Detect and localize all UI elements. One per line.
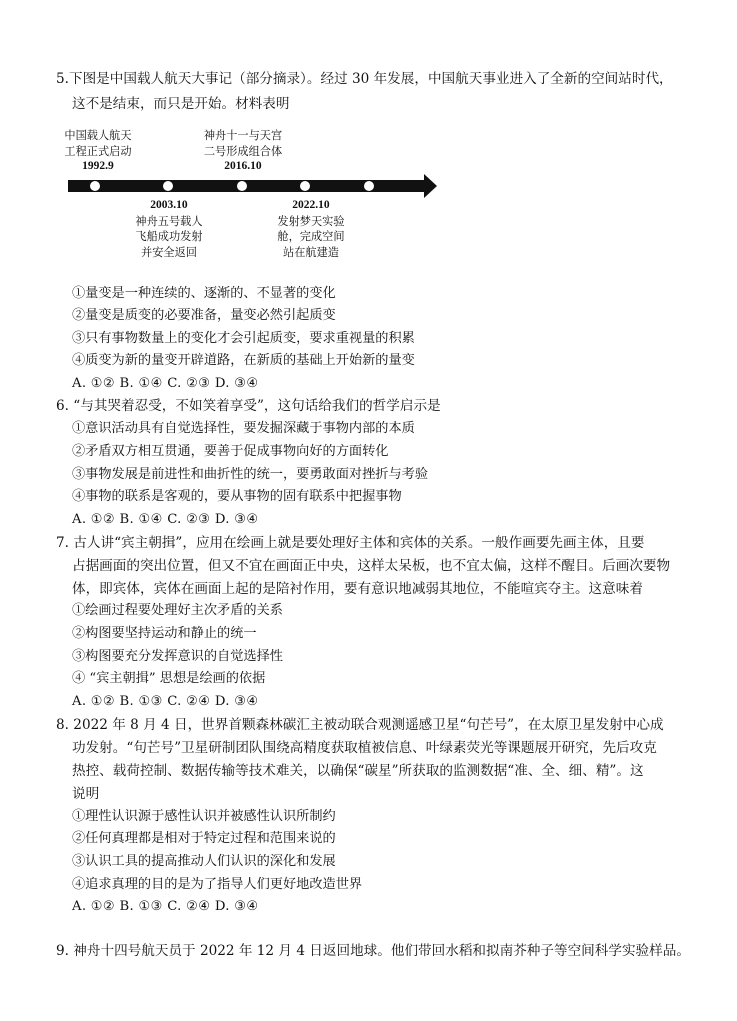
q8-option-2: ②任何真理都是相对于特定过程和范围来说的 [72,831,336,846]
q5-timeline [0,0,737,280]
timeline-event-2016 [204,128,282,175]
q5-option-2: ②量变是质变的必要准备，量变必然引起质变 [72,308,336,323]
timeline-node-3 [237,181,247,191]
timeline-event-1992 [64,128,131,175]
event-2016-line1: 神舟十一与天宫 [203,129,283,142]
q9-stem: 9. 神舟十四号航天员于 2022 年 12 月 4 日返回地球。他们带回水稻和拟南芥种子等空间科学实验样品。 [56,943,690,959]
event-2016-date: 2016.10 [224,160,262,172]
timeline-node-4 [300,181,310,191]
q7-option-3: ③构图要充分发挥意识的自觉选择性 [72,649,283,664]
event-2003-line3: 并安全返回 [141,245,197,259]
timeline-arrowhead [424,174,437,198]
event-2016-line2: 二号形成组合体 [203,144,283,158]
timeline-node-2 [163,181,173,191]
q8-option-1: ①理性认识源于感性认识并被感性认识所制约 [72,809,336,824]
q5-option-4: ④质变为新的量变开辟道路，在新质的基础上开始新的量变 [72,353,415,368]
q5-stem-line1: 5.下图是中国载人航天大事记（部分摘录）。经过 30 年发展，中国航天事业进入了全新的空间站时代， [56,71,673,87]
q5-answers: A. ①② B. ①④ C. ②③ D. ③④ [72,376,259,391]
event-2022-date: 2022.10 [292,199,330,211]
q8-option-3: ③认识工具的提高推动人们认识的深化和发展 [72,854,336,869]
q6-stem: 6. “与其哭着忍受，不如笑着享受”，这句话给我们的哲学启示是 [56,398,441,414]
event-1992-date: 1992.9 [82,160,114,172]
q7-option-2: ②构图要坚持运动和静止的统一 [72,626,257,641]
event-1992-line2: 工程正式启动 [64,144,132,158]
q6-option-1: ①意识活动具有自觉选择性，要发掘深藏于事物内部的本质 [72,421,415,436]
q7-stem-line3: 体，即宾体，宾体在画面上起的是陪衬作用，要有意识地减弱其地位，不能喧宾夺主。这意味着 [72,581,643,597]
q7-stem-line2: 占据画面的突出位置，但又不宜在画面正中央，这样太呆板，也不宜太偏，这样不醒目。后画次要物 [72,558,671,574]
event-2003-line2: 飞船成功发射 [135,230,203,243]
q7-option-4: ④ “宾主朝揖” 思想是绘画的依据 [72,671,266,686]
q8-stem-line2: 功发射。“句芒号”卫星研制团队围绕高精度获取植被信息、叶绿素荧光等课题展开研究，先后攻克 [72,740,657,756]
q7-stem-line1: 7. 古人讲“宾主朝揖”，应用在绘画上就是要处理好主体和宾体的关系。一般作画要先画主体，且要 [56,535,645,551]
q8-answers: A. ①② B. ①③ C. ②④ D. ③④ [72,899,259,914]
event-2022-line1: 发射梦天实验 [277,214,345,228]
event-2003-line1: 神舟五号载人 [135,214,203,228]
timeline-node-5 [364,181,374,191]
timeline-event-2003 [135,198,202,260]
event-1992-line1: 中国载人航天 [64,129,132,142]
q6-option-3: ③事物发展是前进性和曲折性的统一，要勇敢面对挫折与考验 [72,467,429,482]
q5-option-1: ①量变是一种连续的、逐渐的、不显著的变化 [72,286,336,301]
event-2022-line3: 站在航建造 [283,245,339,259]
q8-stem-line3: 热控、载荷控制、数据传输等技术难关，以确保“碳星”所获取的监测数据“准、全、细、精”。这 [72,763,644,779]
q8-stem-line4: 说明 [72,786,100,802]
q6-option-4: ④事物的联系是客观的，要从事物的固有联系中把握事物 [72,489,402,504]
q7-answers: A. ①② B. ①③ C. ②④ D. ③④ [72,694,259,709]
q7-option-1: ①绘画过程要处理好主次矛盾的关系 [72,603,283,618]
q5-stem-line2: 这不是结束，而只是开始。材料表明 [72,96,290,112]
event-2022-line2: 舱，完成空间 [277,230,345,243]
q6-answers: A. ①② B. ①④ C. ②③ D. ③④ [72,512,259,527]
q8-option-4: ④追求真理的目的是为了指导人们更好地改造世界 [72,877,363,892]
timeline-node-1 [90,181,100,191]
event-2003-date: 2003.10 [150,199,188,211]
timeline-event-2022 [277,198,344,260]
q5-option-3: ③只有事物数量上的变化才会引起质变，要求重视量的积累 [72,331,415,346]
q8-stem-line1: 8. 2022 年 8 月 4 日，世界首颗森林碳汇主被动联合观测遥感卫星“句芒号”，在太原卫星发射中心成 [56,717,664,733]
q6-option-2: ②矛盾双方相互贯通，要善于促成事物向好的方面转化 [72,444,389,459]
